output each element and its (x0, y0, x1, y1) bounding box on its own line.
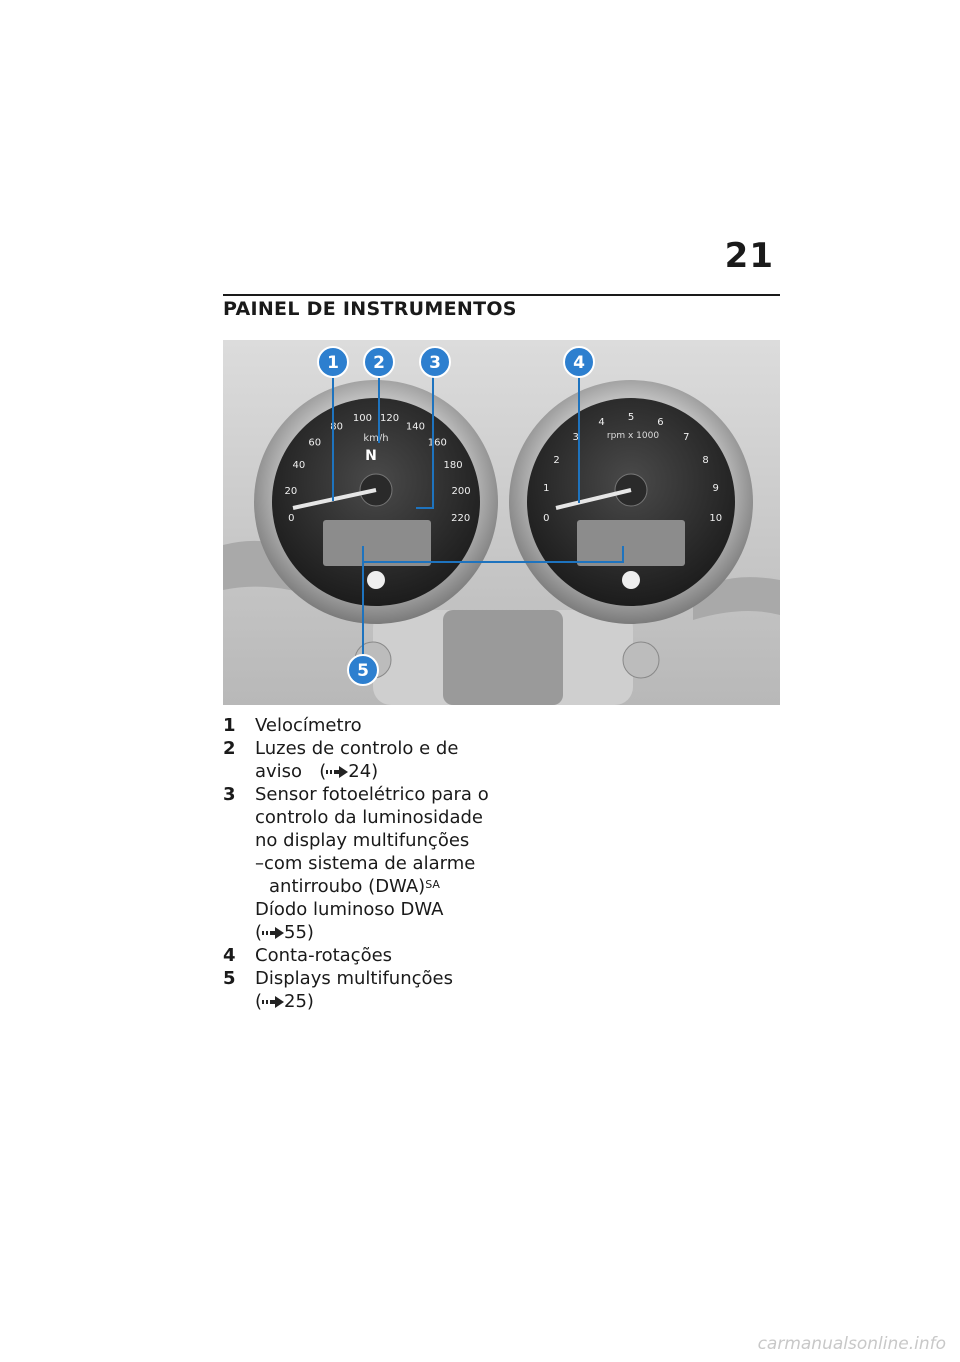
legend-text: Díodo luminoso DWA (255, 899, 444, 920)
bmw-logo-left (367, 571, 385, 589)
tachometer (509, 380, 753, 624)
gauge-tick-label: 0 (288, 512, 295, 524)
legend-item-5 (223, 967, 513, 1013)
callout-number: 5 (357, 661, 369, 681)
header-rule (223, 294, 780, 296)
legend-text: no display multifunções (255, 830, 470, 851)
legend-text: Displays multifunções (255, 968, 453, 989)
legend-condition: –com sistema de alarme (255, 853, 476, 874)
sa-superscript: SA (425, 878, 440, 891)
gauge-tick-label: 80 (330, 421, 343, 433)
legend-number: 3 (223, 784, 236, 805)
callout-number: 1 (327, 353, 339, 373)
section-title: PAINEL DE INSTRUMENTOS (223, 298, 517, 320)
center-stem (443, 610, 563, 705)
gauge-tick-label: 20 (284, 485, 298, 497)
legend-condition-2: antirroubo (DWA) (269, 876, 426, 897)
reference-arrow-icon (262, 996, 284, 1008)
legend-text: Sensor fotoelétrico para o (255, 784, 489, 805)
gauge-tick-label: 1 (543, 483, 550, 495)
legend-list (223, 714, 513, 1013)
tacho-lcd (577, 520, 685, 566)
gauge-tick-label: 9 (712, 483, 719, 495)
gauge-tick-label: 160 (427, 437, 447, 449)
bmw-logo-right (622, 571, 640, 589)
page-reference[interactable]: ( 55) (255, 922, 314, 943)
gear-indicator: N (365, 448, 377, 464)
legend-item-3 (223, 783, 513, 944)
legend-text: Velocímetro (255, 715, 362, 736)
gauge-tick-label: 180 (443, 459, 463, 471)
reference-arrow-icon (326, 766, 348, 778)
right-bolt (623, 642, 659, 678)
legend-text: controlo da luminosidade (255, 807, 484, 828)
speedo-lcd (323, 520, 431, 566)
gauge-tick-label: 8 (702, 455, 709, 466)
legend-item-1 (223, 714, 513, 737)
gauge-tick-label: 100 (352, 413, 372, 425)
watermark: carmanualsonline.info (757, 1334, 946, 1354)
legend-number: 2 (223, 738, 236, 759)
page-reference[interactable]: ( 25) (255, 991, 314, 1012)
callout-number: 3 (429, 353, 441, 373)
gauge-tick-label: 200 (451, 485, 471, 497)
legend-text: aviso (255, 761, 303, 782)
gauge-tick-label: 40 (292, 459, 306, 471)
gauge-tick-label: 7 (683, 432, 690, 444)
legend-text: Conta-rotações (255, 945, 393, 966)
instrument-panel-figure (223, 340, 780, 705)
legend-text: Luzes de controlo e de (255, 738, 459, 759)
speedometer (254, 380, 498, 624)
legend-number: 4 (223, 945, 236, 966)
callout-number: 2 (373, 353, 385, 373)
gauge-tick-label: 120 (380, 413, 400, 425)
page-reference[interactable]: ( 24) (307, 761, 379, 782)
gauge-tick-label: 60 (308, 437, 322, 449)
gauge-tick-label: 220 (451, 512, 471, 524)
callout-number: 4 (573, 353, 585, 373)
gauge-tick-label: 5 (627, 412, 635, 423)
legend-item-4 (223, 944, 513, 967)
gauge-tick-label: 140 (405, 421, 425, 433)
gauge-tick-label: 10 (709, 512, 723, 524)
gauge-tick-label: 6 (657, 417, 664, 429)
legend-number: 5 (223, 968, 236, 989)
page-number: 21 (724, 236, 774, 276)
gauge-tick-label: 0 (543, 512, 550, 524)
gauge-tick-label: 4 (598, 417, 605, 429)
tacho-unit: rpm x 1000 (606, 431, 660, 441)
gauge-tick-label: 3 (572, 432, 579, 444)
legend-item-2 (223, 737, 513, 783)
speedo-unit: km/h (363, 433, 389, 444)
reference-arrow-icon (262, 927, 284, 939)
gauge-tick-label: 2 (553, 455, 560, 466)
legend-number: 1 (223, 715, 236, 736)
